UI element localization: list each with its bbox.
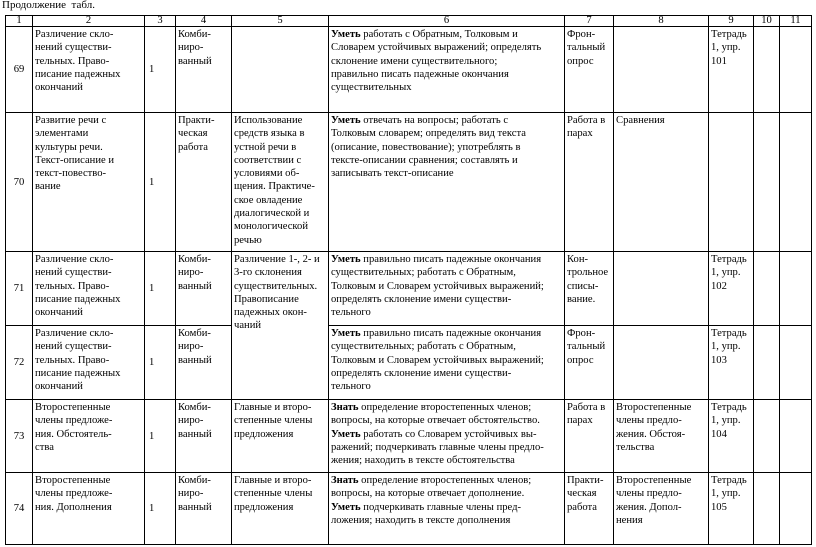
lesson-topic: Второстепенные члены предложе- ния. Обстоятель- ства: [33, 400, 145, 473]
req-text-2: подчеркивать главные члены пред- ложения; находить в тексте дополнения: [331, 501, 522, 526]
lesson-visual: Второстепенные члены предло- жения. Допол- нения: [614, 473, 709, 545]
req-text: определение второстепенных членов; вопросы, на которые отвечает обстоятельство.: [331, 402, 540, 427]
lesson-homework: Тетрадь 1, упр. 103: [709, 326, 754, 400]
lesson-visual: [614, 326, 709, 400]
lesson-number: 69: [6, 27, 33, 113]
lesson-homework: [709, 113, 754, 252]
lesson-homework: Тетрадь 1, упр. 102: [709, 252, 754, 326]
lesson-hours: 1: [145, 27, 176, 113]
empty-cell: [754, 113, 780, 252]
lesson-topic: Различение скло- нений существи- тельных. Право- писание падежных окончаний: [33, 326, 145, 400]
header-cell: 9: [709, 16, 754, 27]
empty-cell: [754, 27, 780, 113]
lesson-plan-table: [5, 15, 812, 545]
req-text: правильно писать падежные окончания существительных; работать с Обратным, Толковым и Словарем устойчивых выражений; определять склонение имени существи- тельного: [331, 328, 544, 393]
table-row: [6, 27, 812, 113]
lesson-number: 71: [6, 252, 33, 326]
header-row: [6, 16, 812, 27]
req-keyword-2: Уметь: [331, 501, 361, 513]
header-cell: 11: [780, 16, 812, 27]
lesson-type: Комби- ниро- ванный: [176, 252, 232, 326]
lesson-number: 72: [6, 326, 33, 400]
empty-cell: [780, 113, 812, 252]
header-cell: 4: [176, 16, 232, 27]
req-keyword-2: Уметь: [331, 428, 361, 440]
header-cell: 10: [754, 16, 780, 27]
lesson-type: Практи- ческая работа: [176, 113, 232, 252]
lesson-requirements: [329, 326, 565, 400]
lesson-number: 74: [6, 473, 33, 545]
lesson-control: Фрон- тальный опрос: [565, 27, 614, 113]
lesson-control: Работа в парах: [565, 113, 614, 252]
table-row: [6, 113, 812, 252]
lesson-homework: Тетрадь 1, упр. 101: [709, 27, 754, 113]
lesson-content: Главные и второ- степенные члены предложения: [232, 400, 329, 473]
empty-cell: [780, 400, 812, 473]
lesson-hours: 1: [145, 473, 176, 545]
lesson-requirements: [329, 113, 565, 252]
lesson-homework: Тетрадь 1, упр. 104: [709, 400, 754, 473]
lesson-hours: 1: [145, 400, 176, 473]
empty-cell: [780, 27, 812, 113]
lesson-content: Главные и второ- степенные члены предложения: [232, 473, 329, 545]
lesson-requirements: [329, 252, 565, 326]
req-keyword: Знать: [331, 475, 359, 486]
header-cell: 6: [329, 16, 565, 27]
header-cell: 7: [565, 16, 614, 27]
req-text-2: работать со Словарем устойчивых вы- ражений; подчеркивать главные члены предло- жения; находить в тексте обстоятельства: [331, 428, 544, 467]
lesson-number: 73: [6, 400, 33, 473]
lesson-homework: Тетрадь 1, упр. 105: [709, 473, 754, 545]
lesson-hours: 1: [145, 326, 176, 400]
req-text: правильно писать падежные окончания существительных; работать с Обратным, Толковым и Словарем устойчивых выражений; определять склонение имени существи- тельного: [331, 254, 544, 319]
table-row: [6, 326, 812, 400]
req-text: работать с Обратным, Толковым и Словарем устойчивых выражений; определять склонение имени существительного; правильно писать падежные окончания существительных: [331, 29, 542, 94]
table-row: [6, 400, 812, 473]
empty-cell: [754, 326, 780, 400]
lesson-content: Использование средств языка в устной речи в соответствии с условиями об- щения. Практиче- ское овладение диалогической и монологической речью: [232, 113, 329, 252]
empty-cell: [780, 326, 812, 400]
lesson-topic: Развитие речи с элементами культуры речи. Текст-описание и текст-повество- вание: [33, 113, 145, 252]
lesson-requirements: [329, 27, 565, 113]
req-keyword: Уметь: [331, 254, 361, 265]
empty-cell: [780, 473, 812, 545]
header-cell: 2: [33, 16, 145, 27]
req-text: отвечать на вопросы; работать с Толковым словарем; определять вид текста (описание, повествование); употреблять в тексте-описании сравнения; составлять и записывать текст-описание: [331, 115, 526, 180]
req-keyword: Знать: [331, 402, 359, 413]
empty-cell: [754, 252, 780, 326]
table-caption: Продолжение табл.: [2, 0, 95, 11]
lesson-visual: [614, 252, 709, 326]
lesson-number: 70: [6, 113, 33, 252]
table-row: [6, 252, 812, 326]
lesson-topic: Различение скло- нений существи- тельных. Право- писание падежных окончаний: [33, 252, 145, 326]
req-keyword: Уметь: [331, 115, 361, 126]
req-text: определение второстепенных членов; вопросы, на которые отвечает дополнение.: [331, 475, 532, 500]
lesson-hours: 1: [145, 113, 176, 252]
lesson-visual: Второстепенные члены предло- жения. Обстоя- тельства: [614, 400, 709, 473]
table-row: [6, 473, 812, 545]
lesson-control: Кон- трольное списы- вание.: [565, 252, 614, 326]
header-cell: 3: [145, 16, 176, 27]
lesson-hours: 1: [145, 252, 176, 326]
lesson-type: Комби- ниро- ванный: [176, 400, 232, 473]
header-cell: 1: [6, 16, 33, 27]
lesson-type: Комби- ниро- ванный: [176, 473, 232, 545]
lesson-visual: [614, 27, 709, 113]
lesson-control: Практи- ческая работа: [565, 473, 614, 545]
req-keyword: Уметь: [331, 29, 361, 40]
empty-cell: [780, 252, 812, 326]
lesson-type: Комби- ниро- ванный: [176, 326, 232, 400]
lesson-content: Различение 1-, 2- и 3-го склонения существительных. Правописание падежных окон- чаний: [232, 252, 329, 400]
header-cell: 5: [232, 16, 329, 27]
empty-cell: [754, 473, 780, 545]
lesson-requirements: [329, 473, 565, 545]
lesson-control: Работа в парах: [565, 400, 614, 473]
lesson-topic: Различение скло- нений существи- тельных. Право- писание падежных окончаний: [33, 27, 145, 113]
lesson-requirements: [329, 400, 565, 473]
empty-cell: [754, 400, 780, 473]
lesson-content: [232, 27, 329, 113]
lesson-type: Комби- ниро- ванный: [176, 27, 232, 113]
lesson-topic: Второстепенные члены предложе- ния. Дополнения: [33, 473, 145, 545]
lesson-visual: Сравнения: [614, 113, 709, 252]
lesson-control: Фрон- тальный опрос: [565, 326, 614, 400]
header-cell: 8: [614, 16, 709, 27]
req-keyword: Уметь: [331, 328, 361, 339]
